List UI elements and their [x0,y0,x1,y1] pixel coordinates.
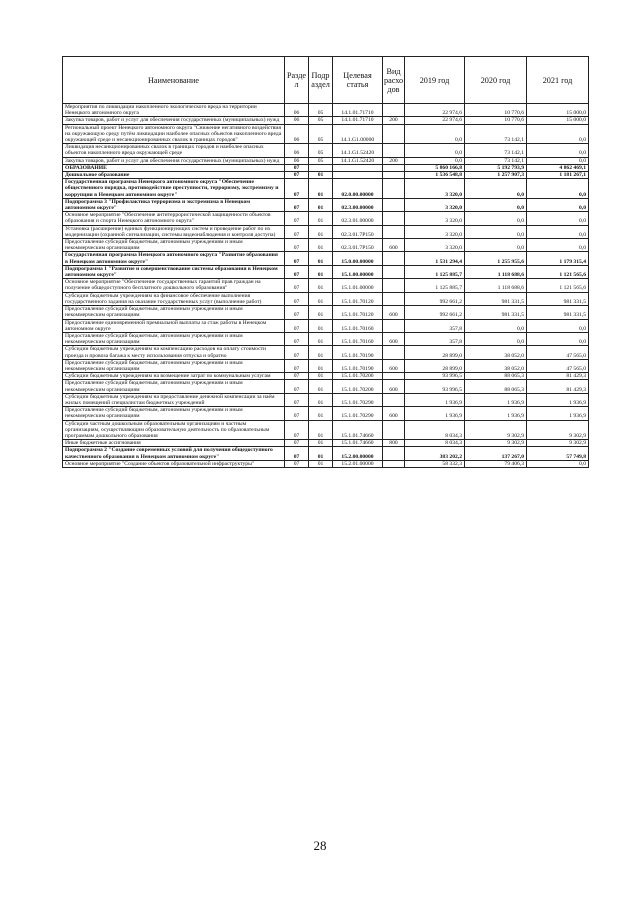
cell-podrazdel: 01 [309,420,333,440]
cell-razdel: 07 [285,393,309,406]
cell-2020: 79 406,3 [465,460,527,467]
cell-podrazdel: 05 [309,124,333,144]
cell-podrazdel: 01 [309,393,333,406]
table-row [63,420,589,440]
cell-2021: 9 302,9 [527,440,589,447]
cell-name: Субсидии бюджетным учреждениям на финансовое обеспечение выполнения государственного задания на оказание государственных услуг (выполнение работ) [63,292,285,305]
cell-expense-type [383,252,405,265]
cell-2021: 1 936,9 [527,393,589,406]
cell-2020: 1 936,9 [465,407,527,420]
cell-name: Установка (расширение) единых функционирующих систем и проведение работ по их модернизации (охранной сигнализации, системы видеонаблюдения и контроля доступа) [63,225,285,238]
cell-expense-type [383,373,405,380]
cell-2019: 3 320,0 [405,179,465,199]
cell-2019: 3 320,0 [405,225,465,238]
cell-name: Предоставление субсидий бюджетным, автономным учреждениям и иным некоммерческим организациям [63,239,285,252]
cell-2019: 357,8 [405,319,465,332]
header-2019: 2019 год [405,57,465,104]
cell-2021: 0,0 [527,144,589,157]
cell-2019: 58 332,3 [405,460,465,467]
cell-podrazdel: 01 [309,265,333,278]
cell-razdel: 07 [285,407,309,420]
cell-razdel: 07 [285,212,309,225]
cell-2019: 1 536 548,8 [405,172,465,179]
table-header-row [63,57,589,104]
cell-2021: 1 179 315,4 [527,252,589,265]
cell-target: 02.3.01.7Р150 [333,239,383,252]
cell-expense-type: 800 [383,440,405,447]
cell-podrazdel: 01 [309,225,333,238]
cell-2019: 1 125 885,7 [405,265,465,278]
cell-2020: 981 331,5 [465,292,527,305]
cell-2021: 1 181 267,1 [527,172,589,179]
cell-name: Субсидии частным дошкольным образовательным организациям и частным организациям, осуществляющим образовательную деятельность по образовательным программам дошкольного образования [63,420,285,440]
header-target: Целевая статья [333,57,383,104]
cell-name: Иные бюджетные ассигнования [63,440,285,447]
cell-2021: 57 749,8 [527,447,589,460]
cell-2021: 0,0 [527,319,589,332]
table-row [63,124,589,144]
cell-podrazdel: 01 [309,373,333,380]
cell-2019: 8 034,3 [405,440,465,447]
cell-name: Основное мероприятие "Обеспечение антитеррористической защищенности объектов образования и спорта Ненецкого автономного округа" [63,212,285,225]
cell-2019: 3 320,0 [405,239,465,252]
cell-podrazdel: 05 [309,157,333,164]
cell-expense-type [383,292,405,305]
cell-2020: 10 770,6 [465,104,527,117]
table-row [63,306,589,319]
cell-target: 15.2.00.00000 [333,447,383,460]
cell-expense-type: 600 [383,380,405,393]
cell-2021: 47 565,0 [527,346,589,359]
table-row [63,440,589,447]
cell-podrazdel: 01 [309,460,333,467]
cell-2020: 1 255 955,6 [465,252,527,265]
cell-2021: 981 331,5 [527,292,589,305]
cell-2020: 981 331,5 [465,306,527,319]
cell-target: 15.1.01.70190 [333,359,383,372]
cell-target: 15.1.01.70120 [333,306,383,319]
cell-razdel: 07 [285,460,309,467]
cell-target: 02.3.01.00000 [333,212,383,225]
cell-name: Мероприятия по ликвидации накопленного экологического вреда на территории Ненецкого автономного округа [63,104,285,117]
cell-podrazdel: 01 [309,306,333,319]
cell-2019: 3 320,0 [405,212,465,225]
cell-podrazdel: 01 [309,292,333,305]
cell-expense-type [383,447,405,460]
budget-table [62,56,589,468]
cell-2020: 10 770,6 [465,117,527,124]
cell-expense-type [383,279,405,292]
table-row [63,198,589,211]
cell-name: Подпрограмма 2 "Создание современных условий для получения общедоступного качественного образования в Ненецком автономном округе" [63,447,285,460]
cell-expense-type: 600 [383,407,405,420]
cell-name: Основное мероприятие "Обеспечение государственных гарантий прав граждан на получение общедоступного бесплатного дошкольного образования" [63,279,285,292]
cell-razdel: 07 [285,359,309,372]
cell-name: ОБРАЗОВАНИЕ [63,164,285,171]
cell-name: Закупка товаров, работ и услуг для обеспечения государственных (муниципальных) нужд [63,157,285,164]
cell-2019: 3 320,0 [405,198,465,211]
cell-target: 02.0.00.00000 [333,179,383,199]
cell-2019: 93 996,5 [405,380,465,393]
cell-2019: 28 899,0 [405,359,465,372]
cell-razdel: 06 [285,144,309,157]
cell-target: 14.1.01.71710 [333,117,383,124]
table-body [63,104,589,468]
cell-razdel: 07 [285,164,309,171]
cell-razdel: 06 [285,104,309,117]
cell-2019: 1 936,9 [405,393,465,406]
cell-2020: 0,0 [465,212,527,225]
cell-podrazdel: 01 [309,447,333,460]
cell-name: Региональный проект Ненецкого автономного округа "Снижение негативного воздействия на окружающую среду путём ликвидации наиболее опасных объектов накопленного вреда окружающей среде и несанкционированных свалок в границах городов" [63,124,285,144]
cell-2020: 9 302,9 [465,420,527,440]
cell-2019: 22 974,6 [405,104,465,117]
cell-2020: 73 142,1 [465,157,527,164]
cell-expense-type: 600 [383,359,405,372]
table-row [63,252,589,265]
cell-name: Основное мероприятие "Создание объектов образовательной инфраструктуры" [63,460,285,467]
cell-2019: 1 936,9 [405,407,465,420]
cell-2021: 81 429,3 [527,373,589,380]
table-row [63,447,589,460]
cell-target: 14.1.01.71710 [333,104,383,117]
cell-2020: 0,0 [465,179,527,199]
cell-razdel: 07 [285,420,309,440]
cell-razdel: 07 [285,225,309,238]
table-row [63,359,589,372]
cell-target: 14.1.G1.00000 [333,124,383,144]
cell-target: 02.3.00.00000 [333,198,383,211]
cell-2021: 81 429,3 [527,380,589,393]
cell-target: 15.1.01.70190 [333,346,383,359]
table-row [63,157,589,164]
cell-razdel: 07 [285,252,309,265]
cell-podrazdel: 05 [309,144,333,157]
cell-expense-type: 600 [383,306,405,319]
cell-2019: 992 661,2 [405,292,465,305]
cell-name: Государственная программа Ненецкого автономного округа "Обеспечение общественного порядка, противодействие преступности, терроризму, экстремизму и коррупции в Ненецком автономном округе" [63,179,285,199]
cell-expense-type: 600 [383,239,405,252]
cell-name: Предоставление субсидий бюджетным, автономным учреждениям и иным некоммерческим организациям [63,306,285,319]
cell-expense-type [383,420,405,440]
cell-target: 15.1.01.70200 [333,373,383,380]
cell-podrazdel: 01 [309,407,333,420]
cell-podrazdel: 01 [309,198,333,211]
cell-razdel: 07 [285,440,309,447]
table-row [63,172,589,179]
cell-2019: 28 899,0 [405,346,465,359]
cell-name: Субсидии бюджетным учреждениям на компенсацию расходов на оплату стоимости проезда и провоза багажа к месту использования отпуска и обратно [63,346,285,359]
cell-razdel: 07 [285,319,309,332]
cell-target [333,172,383,179]
cell-podrazdel: 05 [309,117,333,124]
cell-2020: 88 065,3 [465,380,527,393]
cell-name: Подпрограмма 3 "Профилактика терроризма и экстремизма в Ненецком автономном округе" [63,198,285,211]
cell-target: 15.1.01.70160 [333,319,383,332]
cell-2019: 1 125 885,7 [405,279,465,292]
cell-expense-type [383,460,405,467]
cell-2021: 0,0 [527,124,589,144]
cell-2020: 0,0 [465,332,527,345]
table-row [63,117,589,124]
cell-expense-type [383,212,405,225]
table-row [63,164,589,171]
cell-target: 15.1.00.00000 [333,265,383,278]
cell-podrazdel: 01 [309,440,333,447]
cell-expense-type [383,172,405,179]
cell-name: Предоставление субсидий бюджетным, автономным учреждениям и иным некоммерческим организациям [63,332,285,345]
table-row [63,407,589,420]
cell-razdel: 07 [285,332,309,345]
cell-target: 15.1.01.70120 [333,292,383,305]
table-row [63,265,589,278]
cell-2019: 0,0 [405,124,465,144]
cell-2021: 9 302,9 [527,420,589,440]
page-number: 28 [313,838,327,853]
cell-razdel: 06 [285,124,309,144]
cell-2019: 357,8 [405,332,465,345]
cell-razdel: 07 [285,198,309,211]
cell-2019: 22 974,6 [405,117,465,124]
cell-name: Дошкольное образование [63,172,285,179]
header-2020: 2020 год [465,57,527,104]
cell-expense-type [383,265,405,278]
cell-2021: 0,0 [527,225,589,238]
cell-expense-type [383,346,405,359]
cell-razdel: 07 [285,239,309,252]
cell-2020: 1 118 688,6 [465,265,527,278]
cell-razdel: 07 [285,292,309,305]
cell-2020: 73 142,1 [465,144,527,157]
cell-razdel: 07 [285,447,309,460]
cell-expense-type: 200 [383,117,405,124]
cell-razdel: 07 [285,380,309,393]
cell-target: 15.1.01.74660 [333,440,383,447]
cell-expense-type [383,393,405,406]
cell-2019: 8 034,3 [405,420,465,440]
table-row [63,319,589,332]
cell-2020: 0,0 [465,319,527,332]
cell-2021: 1 121 565,6 [527,265,589,278]
cell-target: 02.3.01.7Р150 [333,225,383,238]
cell-name: Субсидии бюджетным учреждениям на возмещение затрат по коммунальным услугам [63,373,285,380]
header-razdel: Разде л [285,57,309,104]
cell-target: 14.1.G1.52420 [333,157,383,164]
cell-target [333,164,383,171]
cell-2021: 981 331,5 [527,306,589,319]
cell-name: Предоставление субсидий бюджетным, автономным учреждениям и иным некоммерческим организациям [63,359,285,372]
cell-podrazdel: 05 [309,104,333,117]
table-row [63,460,589,467]
cell-razdel: 07 [285,265,309,278]
cell-2019: 0,0 [405,157,465,164]
cell-podrazdel: 01 [309,332,333,345]
cell-2020: 9 302,9 [465,440,527,447]
cell-2019: 383 202,2 [405,447,465,460]
cell-name: Предоставление субсидий бюджетным, автономным учреждениям и иным некоммерческим организациям [63,407,285,420]
cell-name: Подпрограмма 1 "Развитие и совершенствование системы образования в Ненецком автономном округе" [63,265,285,278]
cell-name: Предоставление единовременной премиальной выплаты за стаж работы в Ненецком автономном округе [63,319,285,332]
cell-podrazdel: 01 [309,346,333,359]
table-row [63,292,589,305]
cell-2019: 1 531 294,4 [405,252,465,265]
cell-2020: 38 052,0 [465,359,527,372]
cell-2021: 0,0 [527,212,589,225]
cell-name: Государственная программа Ненецкого автономного округа "Развитие образования в Ненецком автономном округе" [63,252,285,265]
cell-target: 15.1.01.70290 [333,407,383,420]
cell-name: Предоставление субсидий бюджетным, автономным учреждениям и иным некоммерческим организациям [63,380,285,393]
cell-2020: 1 936,9 [465,393,527,406]
cell-expense-type [383,198,405,211]
cell-expense-type: 600 [383,332,405,345]
cell-2020: 5 192 793,9 [465,164,527,171]
cell-expense-type [383,124,405,144]
cell-target: 15.0.00.00000 [333,252,383,265]
cell-2021: 1 936,9 [527,407,589,420]
cell-2020: 73 142,1 [465,124,527,144]
cell-2021: 15 000,0 [527,117,589,124]
cell-expense-type [383,225,405,238]
cell-target: 15.1.01.70290 [333,393,383,406]
cell-expense-type [383,144,405,157]
cell-razdel: 06 [285,157,309,164]
cell-razdel: 07 [285,346,309,359]
cell-podrazdel: 01 [309,212,333,225]
cell-podrazdel: 01 [309,179,333,199]
cell-name: Закупка товаров, работ и услуг для обеспечения государственных (муниципальных) нужд [63,117,285,124]
cell-razdel: 07 [285,373,309,380]
table-row [63,212,589,225]
table-row [63,144,589,157]
cell-expense-type [383,164,405,171]
cell-expense-type [383,179,405,199]
cell-expense-type: 200 [383,157,405,164]
table-row [63,179,589,199]
cell-2020: 0,0 [465,239,527,252]
table-row [63,104,589,117]
cell-name: Ликвидация несанкционированных свалок в границах городов и наиболее опасных объектов накопленного вреда окружающей среде [63,144,285,157]
cell-podrazdel: 01 [309,359,333,372]
cell-razdel: 07 [285,279,309,292]
cell-2019: 5 860 166,8 [405,164,465,171]
cell-target: 15.2.01.00000 [333,460,383,467]
cell-2019: 0,0 [405,144,465,157]
cell-name: Субсидии бюджетным учреждениям на предоставление денежной компенсации за наём жилых помещений специалистам бюджетных учреждений [63,393,285,406]
cell-2020: 137 267,0 [465,447,527,460]
header-2021: 2021 год [527,57,589,104]
header-name: Наименование [63,57,285,104]
cell-podrazdel: 01 [309,319,333,332]
cell-2021: 0,0 [527,460,589,467]
cell-razdel: 07 [285,306,309,319]
header-podrazdel: Подр аздел [309,57,333,104]
cell-2021: 0,0 [527,332,589,345]
cell-razdel: 07 [285,172,309,179]
cell-razdel: 07 [285,179,309,199]
cell-target: 15.1.01.70160 [333,332,383,345]
header-expense-type: Вид расхо дов [383,57,405,104]
cell-2021: 15 000,0 [527,104,589,117]
cell-2020: 0,0 [465,198,527,211]
table-row [63,346,589,359]
cell-2021: 4 862 469,1 [527,164,589,171]
cell-podrazdel: 01 [309,279,333,292]
table-row [63,393,589,406]
cell-target: 15.1.01.70200 [333,380,383,393]
table-row [63,373,589,380]
cell-2020: 88 065,3 [465,373,527,380]
cell-expense-type [383,104,405,117]
table-row [63,332,589,345]
cell-2021: 47 565,0 [527,359,589,372]
cell-2020: 38 052,0 [465,346,527,359]
cell-target: 14.1.G1.52420 [333,144,383,157]
cell-podrazdel: 01 [309,380,333,393]
cell-target: 15.1.01.74660 [333,420,383,440]
cell-podrazdel: 01 [309,252,333,265]
cell-2021: 1 121 565,6 [527,279,589,292]
cell-2020: 0,0 [465,225,527,238]
cell-2021: 0,0 [527,239,589,252]
table-row [63,279,589,292]
cell-razdel: 06 [285,117,309,124]
cell-2021: 0,0 [527,198,589,211]
cell-2020: 1 257 907,3 [465,172,527,179]
table-row [63,380,589,393]
table-row [63,239,589,252]
cell-podrazdel [309,164,333,171]
cell-target: 15.1.01.00000 [333,279,383,292]
cell-podrazdel: 01 [309,239,333,252]
cell-2019: 93 996,5 [405,373,465,380]
table-row [63,225,589,238]
cell-2021: 0,0 [527,179,589,199]
cell-podrazdel: 01 [309,172,333,179]
cell-2019: 992 661,2 [405,306,465,319]
cell-expense-type [383,319,405,332]
cell-2021: 0,0 [527,157,589,164]
cell-2020: 1 118 688,6 [465,279,527,292]
